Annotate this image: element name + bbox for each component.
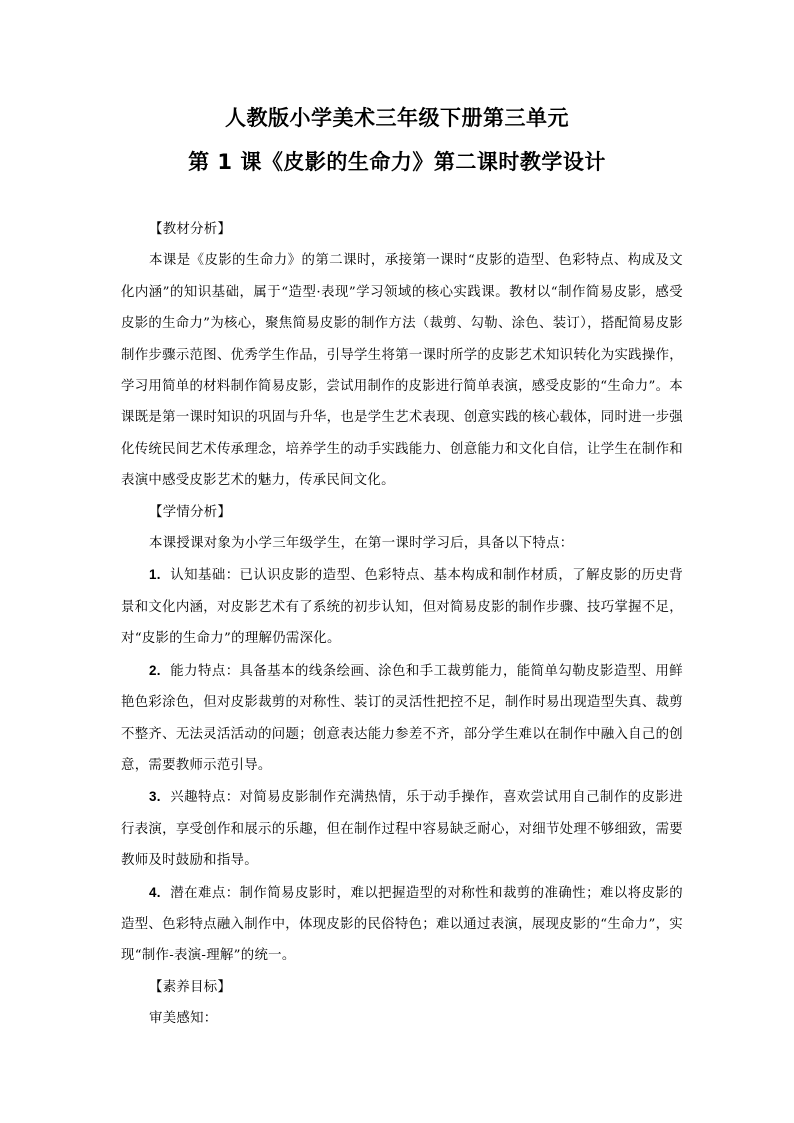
- section-heading-learner-analysis: 【学情分析】: [149, 504, 232, 520]
- list-item-number: 3.: [149, 789, 161, 805]
- list-item-text: 兴趣特点：对简易皮影制作充满热情，乐于动手操作，喜欢尝试用自己制作的皮影进行表演，享受创作和展示的乐趣，但在制作过程中容易缺乏耐心，对细节处理不够细致，需要教师及时鼓励和指导。: [121, 790, 683, 869]
- list-item-ability-traits: [121, 655, 683, 782]
- document-title-line1: 人教版小学美术三年级下册第三单元: [225, 106, 569, 130]
- document-title-line2: 第 1 课《皮影的生命力》第二课时教学设计: [188, 150, 606, 174]
- list-item-number: 4.: [149, 884, 161, 900]
- list-item-potential-difficulties: [121, 877, 683, 972]
- list-item-cognitive-basis: [121, 559, 683, 654]
- section-heading-literacy-goals: 【素养目标】: [149, 979, 232, 995]
- list-item-number: 2.: [149, 662, 161, 678]
- paragraph-textbook-analysis: 本课是《皮影的生命力》的第二课时，承接第一课时“皮影的造型、色彩特点、构成及文化内涵”的知识基础，属于“造型·表现”学习领域的核心实践课。教材以“制作简易皮影，感受皮影的生命力”为核心，聚焦简易皮影的制作方法（裁剪、勾勒、涂色、装订），搭配简易皮影制作步骤示范图、优秀学生作品，引导学生将第一课时所学的皮影艺术知识转化为实践操作，学习用简单的材料制作简易皮影，尝试用制作的皮影进行简单表演，感受皮影的“生命力”。本课既是第一课时知识的巩固与升华，也是学生艺术表现、创意实践的核心载体，同时进一步强化传统民间艺术传承理念，培养学生的动手实践能力、创意能力和文化自信，让学生在制作和表演中感受皮影艺术的魅力，传承民间文化。: [121, 253, 683, 489]
- list-item-interest-traits: [121, 781, 683, 876]
- document-body: [121, 214, 683, 1035]
- section-heading-textbook-analysis: 【教材分析】: [149, 222, 232, 237]
- subheading-aesthetic-perception: 审美感知：: [149, 1011, 218, 1027]
- paragraph-learner-intro: 本课授课对象为小学三年级学生，在第一课时学习后，具备以下特点：: [149, 536, 574, 552]
- list-item-text: 认知基础：已认识皮影的造型、色彩特点、基本构成和制作材质，了解皮影的历史背景和文化内涵，对皮影艺术有了系统的初步认知，但对简易皮影的制作步骤、技巧掌握不足，对“皮影的生命力”的理解仍需深化。: [121, 568, 683, 647]
- list-item-text: 能力特点：具备基本的线条绘画、涂色和手工裁剪能力，能简单勾勒皮影造型、用鲜艳色彩涂色，但对皮影裁剪的对称性、装订的灵活性把控不足，制作时易出现造型失真、裁剪不整齐、无法灵活活动的问题；创意表达能力参差不齐，部分学生难以在制作中融入自己的创意，需要教师示范引导。: [121, 663, 683, 773]
- list-item-number: 1.: [149, 567, 161, 583]
- list-item-text: 潜在难点：制作简易皮影时，难以把握造型的对称性和裁剪的准确性；难以将皮影的造型、色彩特点融入制作中，体现皮影的民俗特色；难以通过表演，展现皮影的“生命力”，实现“制作-表演-理解”的统一。: [121, 885, 683, 964]
